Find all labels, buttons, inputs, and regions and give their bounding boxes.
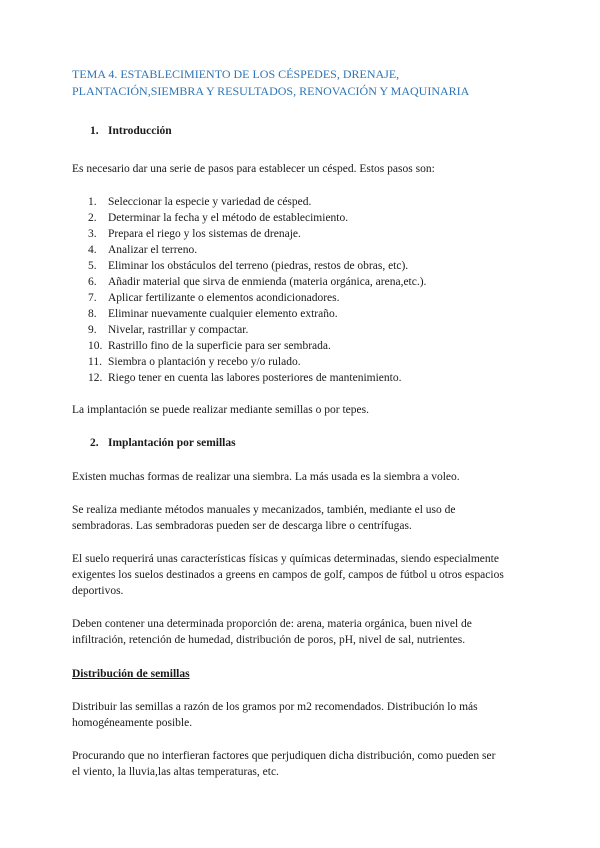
step-number: 4. [88, 244, 97, 256]
step-item [72, 322, 532, 338]
step-text: Prepara el riego y los sistemas de drenaje. [108, 228, 301, 240]
sowing-paragraph [72, 469, 532, 485]
methods-paragraph [72, 502, 532, 534]
document-title [72, 66, 532, 100]
step-number: 3. [88, 228, 97, 240]
soil-line-3: deportivos. [72, 585, 124, 597]
step-text: Analizar el terreno. [108, 244, 198, 256]
methods-line-2: sembradoras. Las sembradoras pueden ser de descarga libre o centrífugas. [72, 520, 412, 532]
section-1-number: 1. [90, 125, 99, 137]
steps-list [72, 194, 532, 386]
section-2-number: 2. [90, 437, 99, 449]
step-text: Nivelar, rastrillar y compactar. [108, 324, 249, 336]
step-number: 6. [88, 276, 97, 288]
step-text: Eliminar los obstáculos del terreno (piedras, restos de obras, etc). [108, 260, 409, 272]
title-line-2: PLANTACIÓN,SIEMBRA Y RESULTADOS, RENOVACIÓN Y MAQUINARIA [72, 84, 470, 98]
step-number: 9. [88, 324, 97, 336]
section-1-title: Introducción [108, 125, 172, 137]
step-number: 7. [88, 292, 97, 304]
soil-line-1: El suelo requerirá unas características físicas y químicas determinadas, siendo especialmente [72, 553, 499, 565]
distribution-paragraph-2 [72, 748, 532, 780]
composition-line-1: Deben contener una determinada proporción de: arena, materia orgánica, buen nivel de [72, 618, 472, 630]
step-text: Aplicar fertilizante o elementos acondicionadores. [108, 292, 340, 304]
distribution-p2-line-1: Procurando que no interfieran factores que perjudiquen dicha distribución, como pueden ser [72, 750, 496, 762]
step-item [72, 210, 532, 226]
composition-line-2: infiltración, retención de humedad, distribución de poros, pH, nivel de sal, nutrientes. [72, 634, 466, 646]
step-text: Seleccionar la especie y variedad de césped. [108, 196, 312, 208]
section-2-title: Implantación por semillas [108, 437, 236, 449]
step-item [72, 290, 532, 306]
sowing-line-1: Existen muchas formas de realizar una siembra. La más usada es la siembra a voleo. [72, 471, 460, 483]
soil-paragraph [72, 551, 532, 599]
distribution-p2-line-2: el viento, la lluvia,las altas temperaturas, etc. [72, 766, 279, 778]
step-number: 12. [88, 372, 103, 384]
title-line-1: TEMA 4. ESTABLECIMIENTO DE LOS CÉSPEDES, DRENAJE, [72, 67, 400, 81]
step-text: Rastrillo fino de la superficie para ser sembrada. [108, 340, 331, 352]
step-text: Eliminar nuevamente cualquier elemento extraño. [108, 308, 338, 320]
step-text: Añadir material que sirva de enmienda (materia orgánica, arena,etc.). [108, 276, 427, 288]
step-item [72, 370, 532, 386]
step-item [72, 274, 532, 290]
section-2-heading [72, 435, 532, 451]
step-number: 10. [88, 340, 103, 352]
step-number: 11. [88, 356, 102, 368]
step-item [72, 226, 532, 242]
step-text: Determinar la fecha y el método de establecimiento. [108, 212, 349, 224]
step-text: Riego tener en cuenta las labores posteriores de mantenimiento. [108, 372, 402, 384]
step-number: 1. [88, 196, 97, 208]
step-item [72, 338, 532, 354]
section-1-heading [72, 123, 532, 139]
implantation-paragraph: La implantación se puede realizar mediante semillas o por tepes. [72, 404, 369, 416]
step-item [72, 258, 532, 274]
step-number: 8. [88, 308, 97, 320]
step-text: Siembra o plantación y recebo y/o rulado. [108, 356, 301, 368]
step-item [72, 242, 532, 258]
step-number: 5. [88, 260, 97, 272]
distribution-p1-line-2: homogéneamente posible. [72, 717, 193, 729]
distribution-paragraph-1 [72, 699, 532, 731]
step-item [72, 306, 532, 322]
step-item [72, 194, 532, 210]
distribution-p1-line-1: Distribuir las semillas a razón de los gramos por m2 recomendados. Distribución lo más [72, 701, 478, 713]
composition-paragraph [72, 616, 532, 648]
document-page [72, 66, 532, 780]
step-number: 2. [88, 212, 97, 224]
step-item [72, 354, 532, 370]
soil-line-2: exigentes los suelos destinados a greens en campos de golf, campos de fútbol u otros espacios [72, 569, 504, 581]
intro-paragraph: Es necesario dar una serie de pasos para establecer un césped. Estos pasos son: [72, 163, 435, 175]
distribution-heading: Distribución de semillas [72, 668, 190, 680]
methods-line-1: Se realiza mediante métodos manuales y mecanizados, también, mediante el uso de [72, 504, 456, 516]
